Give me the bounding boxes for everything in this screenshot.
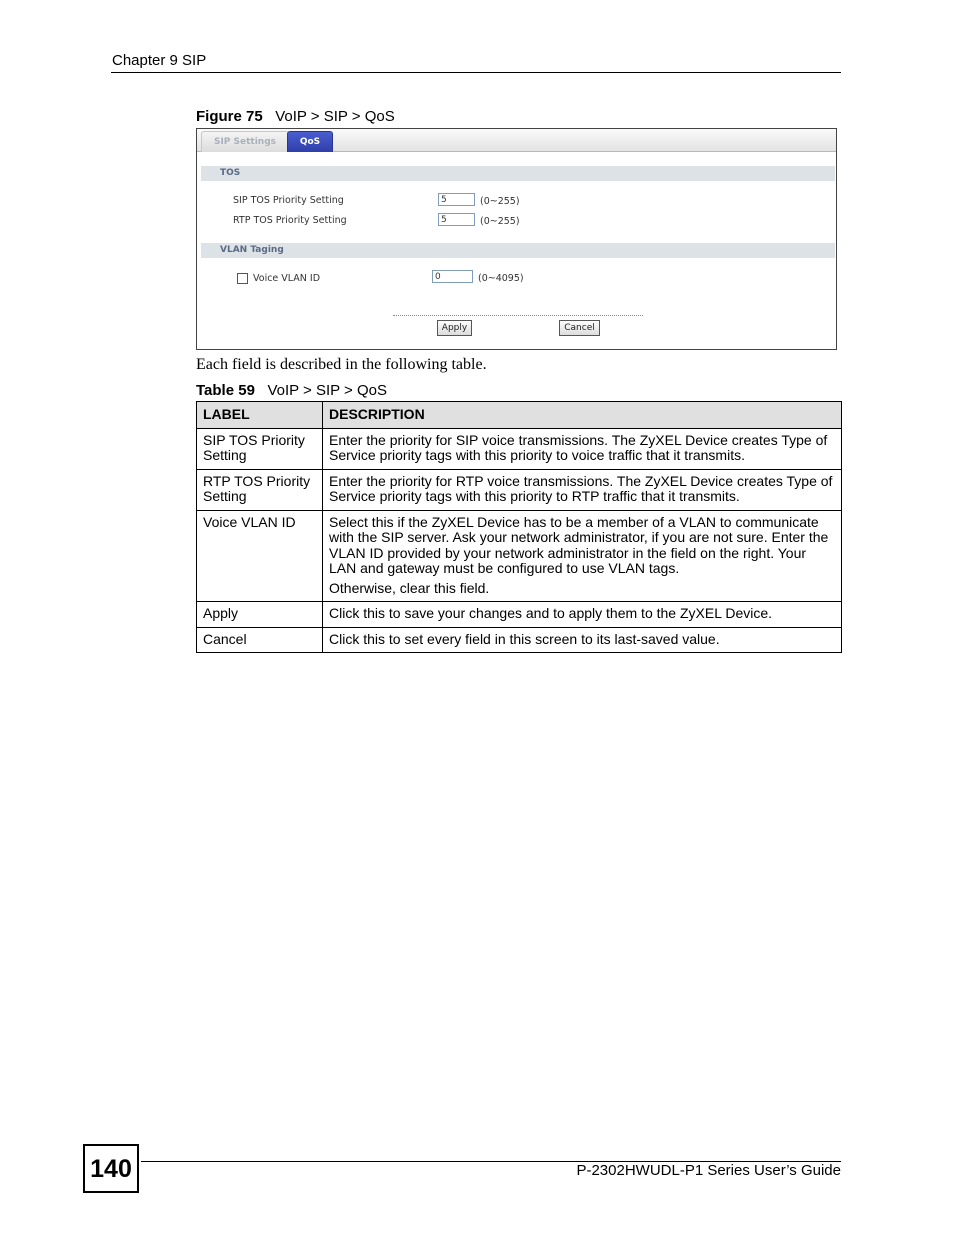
figure-label: Figure 75 xyxy=(196,108,263,125)
row-description: Click this to save your changes and to apply them to the ZyXEL Device. xyxy=(323,602,842,628)
row-label: Apply xyxy=(197,602,323,628)
page-number: 140 xyxy=(83,1144,139,1193)
vlan-section-title: VLAN Taging xyxy=(220,245,284,255)
table-row xyxy=(197,602,842,628)
rtp-tos-range: (0~255) xyxy=(480,216,520,227)
sip-tos-range: (0~255) xyxy=(480,196,520,207)
dotted-divider xyxy=(393,315,643,316)
table-label: Table 59 xyxy=(196,382,255,399)
sip-tos-label: SIP TOS Priority Setting xyxy=(233,195,344,206)
tos-section-header xyxy=(201,166,835,181)
tab-sip-settings[interactable]: SIP Settings xyxy=(201,131,289,152)
table-title: VoIP > SIP > QoS xyxy=(267,382,387,399)
row-label: Cancel xyxy=(197,627,323,653)
voice-vlan-checkbox[interactable] xyxy=(237,273,248,284)
label-column-header: LABEL xyxy=(197,402,323,429)
field-description-table xyxy=(196,401,842,653)
table-row xyxy=(197,469,842,510)
table-row xyxy=(197,510,842,602)
description-column-header: DESCRIPTION xyxy=(323,402,842,429)
header-rule xyxy=(111,72,841,73)
voice-vlan-input[interactable]: 0 xyxy=(432,270,473,283)
tab-bar xyxy=(197,129,836,152)
figure-caption xyxy=(196,108,395,125)
row-label: RTP TOS Priority Setting xyxy=(197,469,323,510)
guide-title: P-2302HWUDL-P1 Series User’s Guide xyxy=(576,1162,841,1179)
vlan-section-header xyxy=(201,243,835,258)
qos-screenshot xyxy=(196,128,837,350)
tab-qos[interactable]: QoS xyxy=(287,131,333,152)
rtp-tos-input[interactable]: 5 xyxy=(438,213,475,226)
row-description-note: Otherwise, clear this field. xyxy=(329,579,490,596)
rtp-tos-label: RTP TOS Priority Setting xyxy=(233,215,347,226)
row-description-text: Select this if the ZyXEL Device has to be a member of a VLAN to communicate with the SIP server. Ask your network administrator, if you are not sure. Enter the VLAN ID provided by your network administrator in the field on the right. Your LAN and gateway must be configured to use VLAN tags. xyxy=(329,513,829,576)
row-description: Enter the priority for RTP voice transmissions. The ZyXEL Device creates Type of Service priority tags with this priority to RTP traffic that it transmits. xyxy=(323,469,842,510)
row-description: Click this to set every field in this screen to its last-saved value. xyxy=(323,627,842,653)
apply-button[interactable]: Apply xyxy=(437,320,472,336)
row-label: Voice VLAN ID xyxy=(197,510,323,602)
chapter-header: Chapter 9 SIP xyxy=(112,52,207,69)
table-row xyxy=(197,428,842,469)
row-description xyxy=(323,510,842,602)
cancel-button[interactable]: Cancel xyxy=(559,320,600,336)
row-description: Enter the priority for SIP voice transmissions. The ZyXEL Device creates Type of Service priority tags with this priority to voice traffic that it transmits. xyxy=(323,428,842,469)
figure-title: VoIP > SIP > QoS xyxy=(275,108,395,125)
intro-text: Each field is described in the following table. xyxy=(196,356,487,373)
voice-vlan-range: (0~4095) xyxy=(478,273,524,284)
row-label: SIP TOS Priority Setting xyxy=(197,428,323,469)
voice-vlan-label: Voice VLAN ID xyxy=(253,273,321,284)
tos-section-title: TOS xyxy=(220,168,241,178)
sip-tos-input[interactable]: 5 xyxy=(438,193,475,206)
table-row xyxy=(197,627,842,653)
table-header-row xyxy=(197,402,842,429)
table-caption xyxy=(196,382,387,399)
